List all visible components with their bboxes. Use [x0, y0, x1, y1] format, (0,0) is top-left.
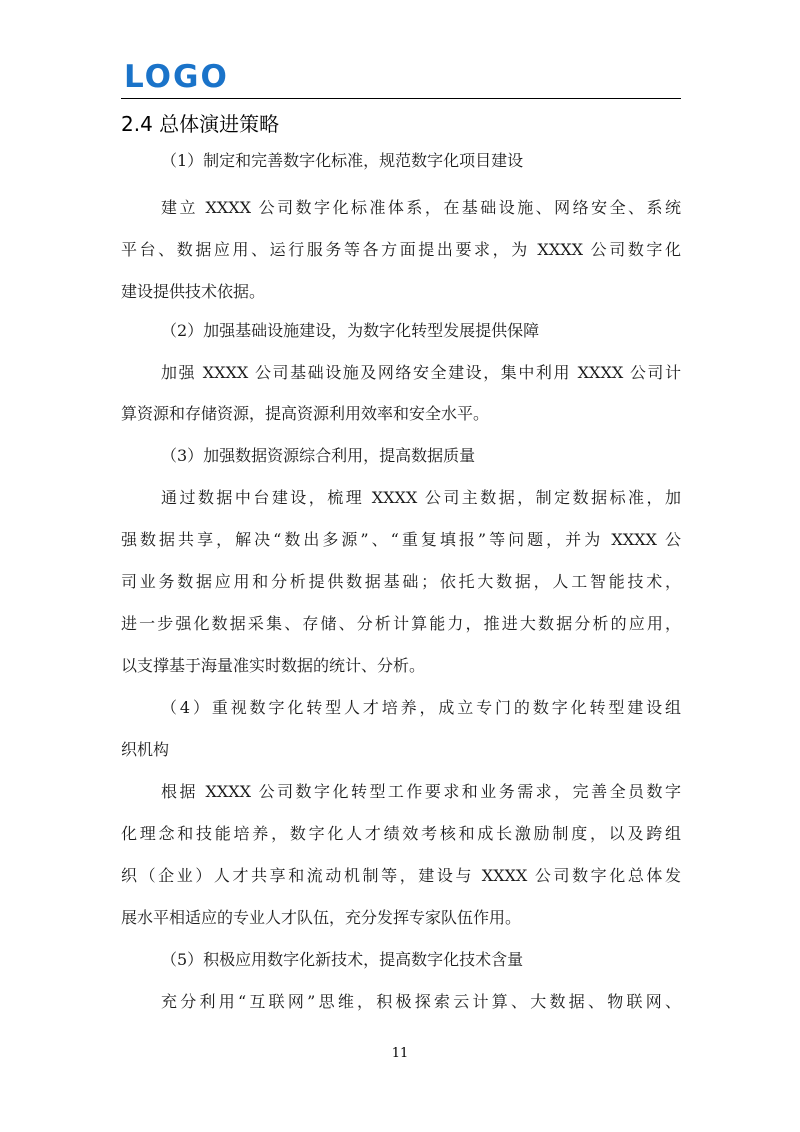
page-number: 11	[391, 1046, 409, 1061]
paragraph-line: 充分利用“互联网”思维，积极探索云计算、大数据、物联网、	[161, 992, 681, 1011]
paragraph-line: 化理念和技能培养，数字化人才绩效考核和成长激励制度，以及跨组	[121, 824, 681, 843]
paragraph-line: 平台、数据应用、运行服务等各方面提出要求，为 XXXX 公司数字化	[121, 240, 681, 259]
section-heading: 2.4 总体演进策略	[121, 112, 280, 136]
subheading-1: （1）制定和完善数字化标准，规范数字化项目建设	[161, 151, 524, 170]
paragraph-line: 加强 XXXX 公司基础设施及网络安全建设，集中利用 XXXX 公司计	[161, 363, 681, 382]
company-logo: LOGO	[124, 59, 229, 95]
paragraph-line: 进一步强化数据采集、存储、分析计算能力，推进大数据分析的应用，	[121, 614, 681, 633]
subheading-4-continued: 织机构	[121, 740, 170, 759]
paragraph-line: 织（企业）人才共享和流动机制等，建设与 XXXX 公司数字化总体发	[121, 866, 681, 885]
header-divider	[121, 98, 681, 99]
paragraph-line: 展水平相适应的专业人才队伍，充分发挥专家队伍作用。	[121, 908, 522, 927]
paragraph-line: 建设提供技术依据。	[121, 282, 266, 301]
paragraph-line: 建立 XXXX 公司数字化标准体系，在基础设施、网络安全、系统	[161, 198, 681, 217]
paragraph-line: 以支撑基于海量准实时数据的统计、分析。	[121, 656, 426, 675]
paragraph-line: 强数据共享，解决“数出多源”、“重复填报”等问题，并为 XXXX 公	[121, 530, 681, 549]
paragraph-line: 司业务数据应用和分析提供数据基础；依托大数据，人工智能技术，	[121, 572, 681, 591]
paragraph-line: 通过数据中台建设，梳理 XXXX 公司主数据，制定数据标准，加	[161, 488, 681, 507]
subheading-4: （4）重视数字化转型人才培养，成立专门的数字化转型建设组	[161, 698, 681, 717]
subheading-2: （2）加强基础设施建设，为数字化转型发展提供保障	[161, 321, 540, 340]
subheading-3: （3）加强数据资源综合利用，提高数据质量	[161, 446, 476, 465]
paragraph-line: 算资源和存储资源，提高资源利用效率和安全水平。	[121, 404, 490, 423]
paragraph-line: 根据 XXXX 公司数字化转型工作要求和业务需求，完善全员数字	[161, 782, 681, 801]
subheading-5: （5）积极应用数字化新技术，提高数字化技术含量	[161, 950, 524, 969]
